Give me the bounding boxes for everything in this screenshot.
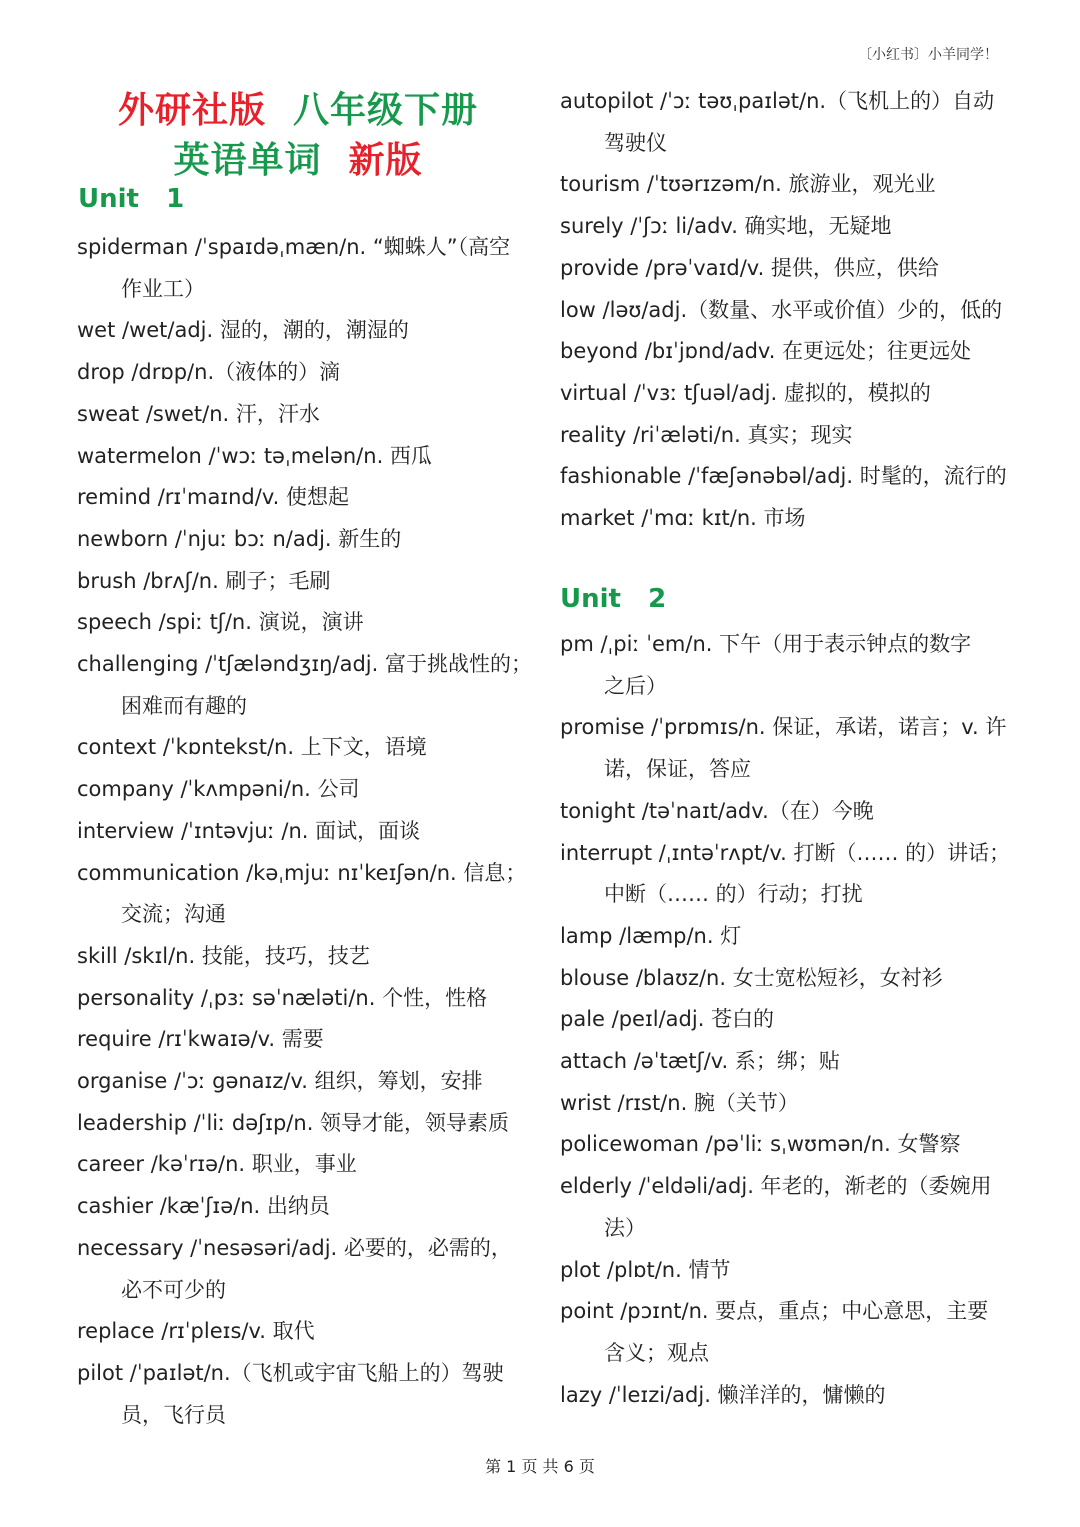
vocab-entry-text: pm /ˌpiː ˈem/n. 下午（用于表示钟点的数字	[560, 632, 972, 656]
vocab-entry-continuation: 必不可少的	[121, 1277, 226, 1302]
vocab-entry	[560, 833, 1010, 916]
unit-2-heading: Unit 2	[560, 584, 667, 614]
vocab-entry	[77, 769, 527, 811]
vocab-entry	[560, 707, 1010, 790]
vocab-entry-text: context /ˈkɒntekst/n. 上下文，语境	[77, 735, 427, 760]
vocab-entry-continuation: 困难而有趣的	[121, 693, 247, 718]
vocab-entry-text: lamp /læmp/n. 灯	[560, 923, 742, 948]
vocab-entry-continuation: 作业工）	[121, 276, 205, 301]
vocab-entry	[560, 624, 1010, 707]
vocab-entry	[560, 456, 1010, 498]
vocab-entry-text: company /ˈkʌmpəni/n. 公司	[77, 777, 360, 802]
vocab-entry-text: attach /əˈtætʃ/v. 系；绑；贴	[560, 1049, 840, 1074]
vocab-entry	[560, 1166, 1010, 1249]
vocab-entry	[560, 1375, 1010, 1417]
vocab-entry-text: provide /prəˈvaɪd/v. 提供，供应，供给	[560, 255, 939, 280]
vocab-entry-text: virtual /ˈvɜː tʃuəl/adj. 虚拟的，模拟的	[560, 380, 931, 405]
vocab-entry-text: pale /peɪl/adj. 苍白的	[560, 1007, 775, 1032]
vocab-entry	[77, 936, 527, 978]
vocab-entry-text: interview /ˈɪntəvjuː /n. 面试，面谈	[77, 818, 421, 843]
vocab-entry-continuation: 含义；观点	[604, 1340, 709, 1365]
vocab-entry-text: interrupt /ˌɪntəˈrʌpt/v. 打断（…… 的）讲话；	[560, 840, 1011, 865]
vocab-entry	[77, 561, 527, 603]
vocab-entry-text: personality /ˌpɜː səˈnæləti/n. 个性，性格	[77, 985, 488, 1010]
vocab-entry-text: career /kəˈrɪə/n. 职业，事业	[77, 1152, 357, 1177]
vocab-entry	[560, 1291, 1010, 1374]
vocab-entry	[560, 248, 1010, 290]
vocab-entry	[560, 1083, 1010, 1125]
vocab-entry-continuation: 员，飞行员	[121, 1402, 226, 1427]
vocab-entry-text: surely /ˈʃɔː li/adv. 确实地，无疑地	[560, 214, 892, 239]
vocab-list-left	[77, 227, 532, 1436]
vocab-entry	[77, 477, 527, 519]
vocab-entry	[77, 1228, 527, 1311]
vocab-entry	[77, 727, 527, 769]
vocab-entry-text: market /ˈmɑː kɪt/n. 市场	[560, 506, 806, 531]
vocab-entry-text: remind /rɪˈmaɪnd/v. 使想起	[77, 485, 349, 510]
vocab-entry-text: challenging /ˈtʃæləndʒɪŋ/adj. 富于挑战性的；	[77, 652, 532, 677]
vocab-entry-text: elderly /ˈeldəli/adj. 年老的，渐老的（委婉用	[560, 1174, 992, 1199]
vocab-entry-continuation: 中断（…… 的）行动；打扰	[604, 882, 863, 907]
vocab-entry	[77, 352, 527, 394]
vocab-entry-text: wrist /rɪst/n. 腕（关节）	[560, 1090, 799, 1115]
vocab-entry-text: reality /riˈæləti/n. 真实；现实	[560, 422, 853, 447]
vocab-entry-text: watermelon /ˈwɔː təˌmelən/n. 西瓜	[77, 443, 432, 468]
document-title-line1	[78, 82, 518, 133]
vocab-entry-text: wet /wet/adj. 湿的，潮的，潮湿的	[77, 318, 409, 343]
title-grade: 八年级下册	[293, 90, 479, 131]
vocab-entry-continuation: 之后）	[604, 673, 667, 698]
vocab-entry-text: low /ləʊ/adj.（数量、水平或价值）少的，低的	[560, 297, 1003, 322]
vocab-entry-text: cashier /kæˈʃɪə/n. 出纳员	[77, 1194, 330, 1219]
document-title-line2	[78, 132, 518, 183]
vocab-entry-continuation: 法）	[604, 1215, 646, 1240]
vocab-entry-text: spiderman /ˈspaɪdəˌmæn/n. “蜘蛛人”（高空	[77, 235, 511, 259]
vocab-entry	[77, 1061, 527, 1103]
vocab-list-right-unit2	[560, 624, 1010, 1416]
vocab-entry	[560, 206, 1010, 248]
vocab-entry-continuation: 交流；沟通	[121, 902, 226, 927]
vocab-entry	[560, 81, 1010, 164]
vocab-entry-text: brush /brʌʃ/n. 刷子；毛刷	[77, 568, 331, 593]
vocab-entry-text: tourism /ˈtʊərɪzəm/n. 旅游业，观光业	[560, 172, 936, 197]
vocab-entry	[77, 644, 532, 727]
vocab-entry	[560, 1250, 1010, 1292]
vocab-entry	[77, 1353, 527, 1436]
vocab-entry	[560, 999, 1010, 1041]
vocab-list-right-unit1	[560, 81, 1010, 540]
vocab-entry	[560, 916, 1010, 958]
vocab-entry	[560, 373, 1010, 415]
vocab-entry-text: pilot /ˈpaɪlət/n.（飞机或宇宙飞船上的）驾驶	[77, 1360, 504, 1385]
vocab-entry	[77, 1019, 527, 1061]
vocab-entry	[77, 853, 527, 936]
vocab-entry	[77, 602, 527, 644]
vocab-entry	[77, 1186, 527, 1228]
vocab-entry	[77, 811, 527, 853]
vocab-entry-continuation: 诺，保证，答应	[604, 757, 751, 782]
vocab-entry-text: newborn /ˈnjuː bɔː n/adj. 新生的	[77, 526, 402, 551]
vocab-entry-text: promise /ˈprɒmɪs/n. 保证，承诺，诺言；v. 许	[560, 715, 1007, 740]
vocab-entry-text: lazy /ˈleɪzi/adj. 懒洋洋的，慵懒的	[560, 1382, 886, 1407]
vocab-entry-text: autopilot /ˈɔː təʊˌpaɪlət/n.（飞机上的）自动	[560, 89, 995, 113]
vocab-entry-text: require /rɪˈkwaɪə/v. 需要	[77, 1027, 324, 1052]
vocab-entry-text: skill /skɪl/n. 技能，技巧，技艺	[77, 943, 370, 968]
vocab-entry	[77, 978, 527, 1020]
page-number: 第 1 页 共 6 页	[485, 1457, 595, 1476]
source-watermark: 〔小红书〕小羊同学！	[858, 47, 998, 63]
vocab-entry-text: point /pɔɪnt/n. 要点，重点；中心意思，主要	[560, 1299, 989, 1324]
vocab-entry-text: beyond /bɪˈjɒnd/adv. 在更远处；往更远处	[560, 339, 972, 364]
vocab-entry-text: drop /drɒp/n.（液体的）滴	[77, 360, 341, 385]
vocab-entry	[560, 791, 1010, 833]
vocab-entry-text: leadership /ˈliː dəʃɪp/n. 领导才能，领导素质	[77, 1110, 510, 1135]
vocab-entry	[560, 498, 1010, 540]
vocab-entry	[77, 310, 527, 352]
vocab-entry	[77, 1311, 527, 1353]
title-subject: 英语单词	[173, 140, 322, 181]
vocab-entry	[77, 394, 527, 436]
title-edition: 新版	[348, 140, 423, 181]
title-publisher: 外研社版	[117, 90, 266, 131]
vocab-entry	[77, 1144, 527, 1186]
vocab-entry	[560, 1041, 1010, 1083]
vocab-entry	[560, 415, 1010, 457]
vocab-entry-continuation: 驾驶仪	[604, 130, 667, 155]
vocab-entry-text: communication /kəˌmjuː nɪˈkeɪʃən/n. 信息；	[77, 860, 527, 885]
vocab-entry-text: necessary /ˈnesəsəri/adj. 必要的，必需的，	[77, 1235, 512, 1260]
vocab-entry-text: sweat /swet/n. 汗，汗水	[77, 401, 320, 426]
vocab-entry	[77, 436, 527, 478]
vocab-entry-text: replace /rɪˈpleɪs/v. 取代	[77, 1319, 315, 1344]
vocab-entry-text: policewoman /pəˈliː sˌwʊmən/n. 女警察	[560, 1132, 961, 1157]
vocab-entry	[560, 290, 1010, 332]
vocab-entry-text: organise /ˈɔː gənaɪz/v. 组织，筹划，安排	[77, 1069, 483, 1094]
vocab-entry	[560, 1124, 1010, 1166]
vocab-entry-text: speech /spiː tʃ/n. 演说，演讲	[77, 610, 364, 635]
vocab-entry-text: blouse /blaʊz/n. 女士宽松短衫，女衬衫	[560, 965, 943, 990]
vocab-entry-text: fashionable /ˈfæʃənəbəl/adj. 时髦的，流行的	[560, 464, 1007, 489]
vocab-entry	[77, 1103, 527, 1145]
vocab-entry	[560, 331, 1010, 373]
vocab-entry	[77, 227, 527, 310]
unit-1-heading: Unit 1	[78, 184, 185, 214]
vocab-entry	[77, 519, 527, 561]
vocab-entry	[560, 958, 1010, 1000]
vocab-entry-text: plot /plɒt/n. 情节	[560, 1257, 731, 1282]
vocab-entry	[560, 164, 1010, 206]
vocab-entry-text: tonight /təˈnaɪt/adv.（在）今晚	[560, 798, 874, 823]
